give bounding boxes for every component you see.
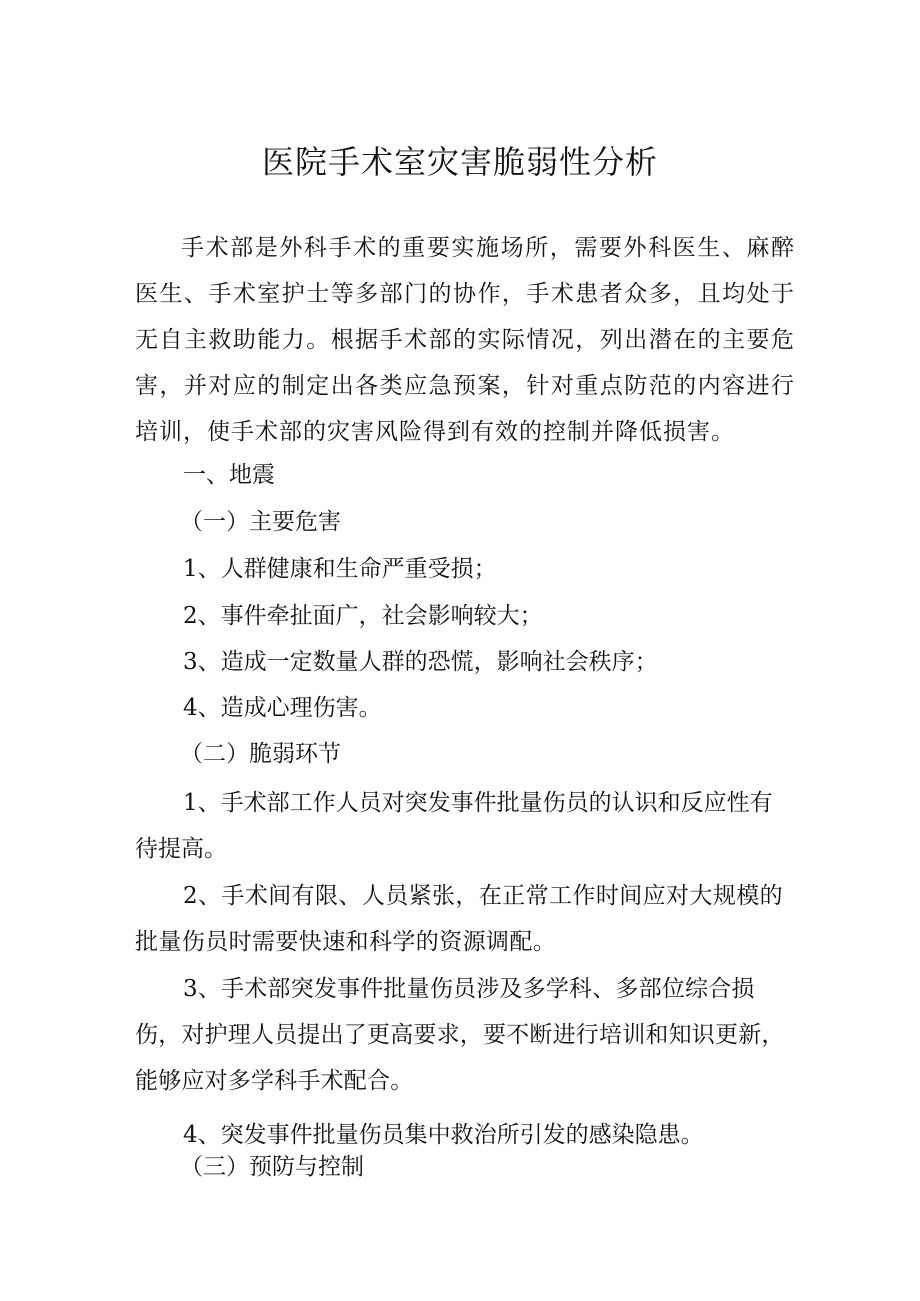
weak-point-item: 4、突发事件批量伤员集中救治所引发的感染隐患。 xyxy=(183,1122,704,1148)
hazard-item: 2、事件牵扯面广，社会影响较大； xyxy=(183,603,543,629)
hazard-item: 3、造成一定数量人群的恐慌，影响社会秩序； xyxy=(183,649,658,675)
section-heading-earthquake: 一、地震 xyxy=(183,462,275,488)
weak-point-item: 2、手术间有限、人员紧张，在正常工作时间应对大规模的批量伤员时需要快速和科学的资源调配。 xyxy=(135,883,784,955)
weak-point-item: 3、手术部突发事件批量伤员涉及多学科、多部位综合损伤，对护理人员提出了更高要求，要不断进行培训和知识更新，能够应对多学科手术配合。 xyxy=(135,976,785,1094)
subsection-heading-main-hazards: （一）主要危害 xyxy=(180,509,341,535)
weak-point-item: 1、手术部工作人员对突发事件批量伤员的认识和反应性有待提高。 xyxy=(135,790,773,862)
subsection-heading-prevention-control: （三）预防与控制 xyxy=(180,1154,364,1180)
subsection-heading-weak-points: （二）脆弱环节 xyxy=(180,741,341,767)
hazard-item: 1、人群健康和生命严重受损； xyxy=(183,556,497,582)
document-title: 医院手术室灾害脆弱性分析 xyxy=(261,143,658,181)
hazard-item: 4、造成心理伤害。 xyxy=(183,695,382,721)
intro-paragraph: 手术部是外科手术的重要实施场所，需要外科医生、麻醉医生、手术室护士等多部门的协作，手术患者众多，且均处于无自主救助能力。根据手术部的实际情况，列出潜在的主要危害，并对应的制定出各类应急预案，针对重点防范的内容进行培训，使手术部的灾害风险得到有效的控制并降低损害。 xyxy=(135,235,795,445)
